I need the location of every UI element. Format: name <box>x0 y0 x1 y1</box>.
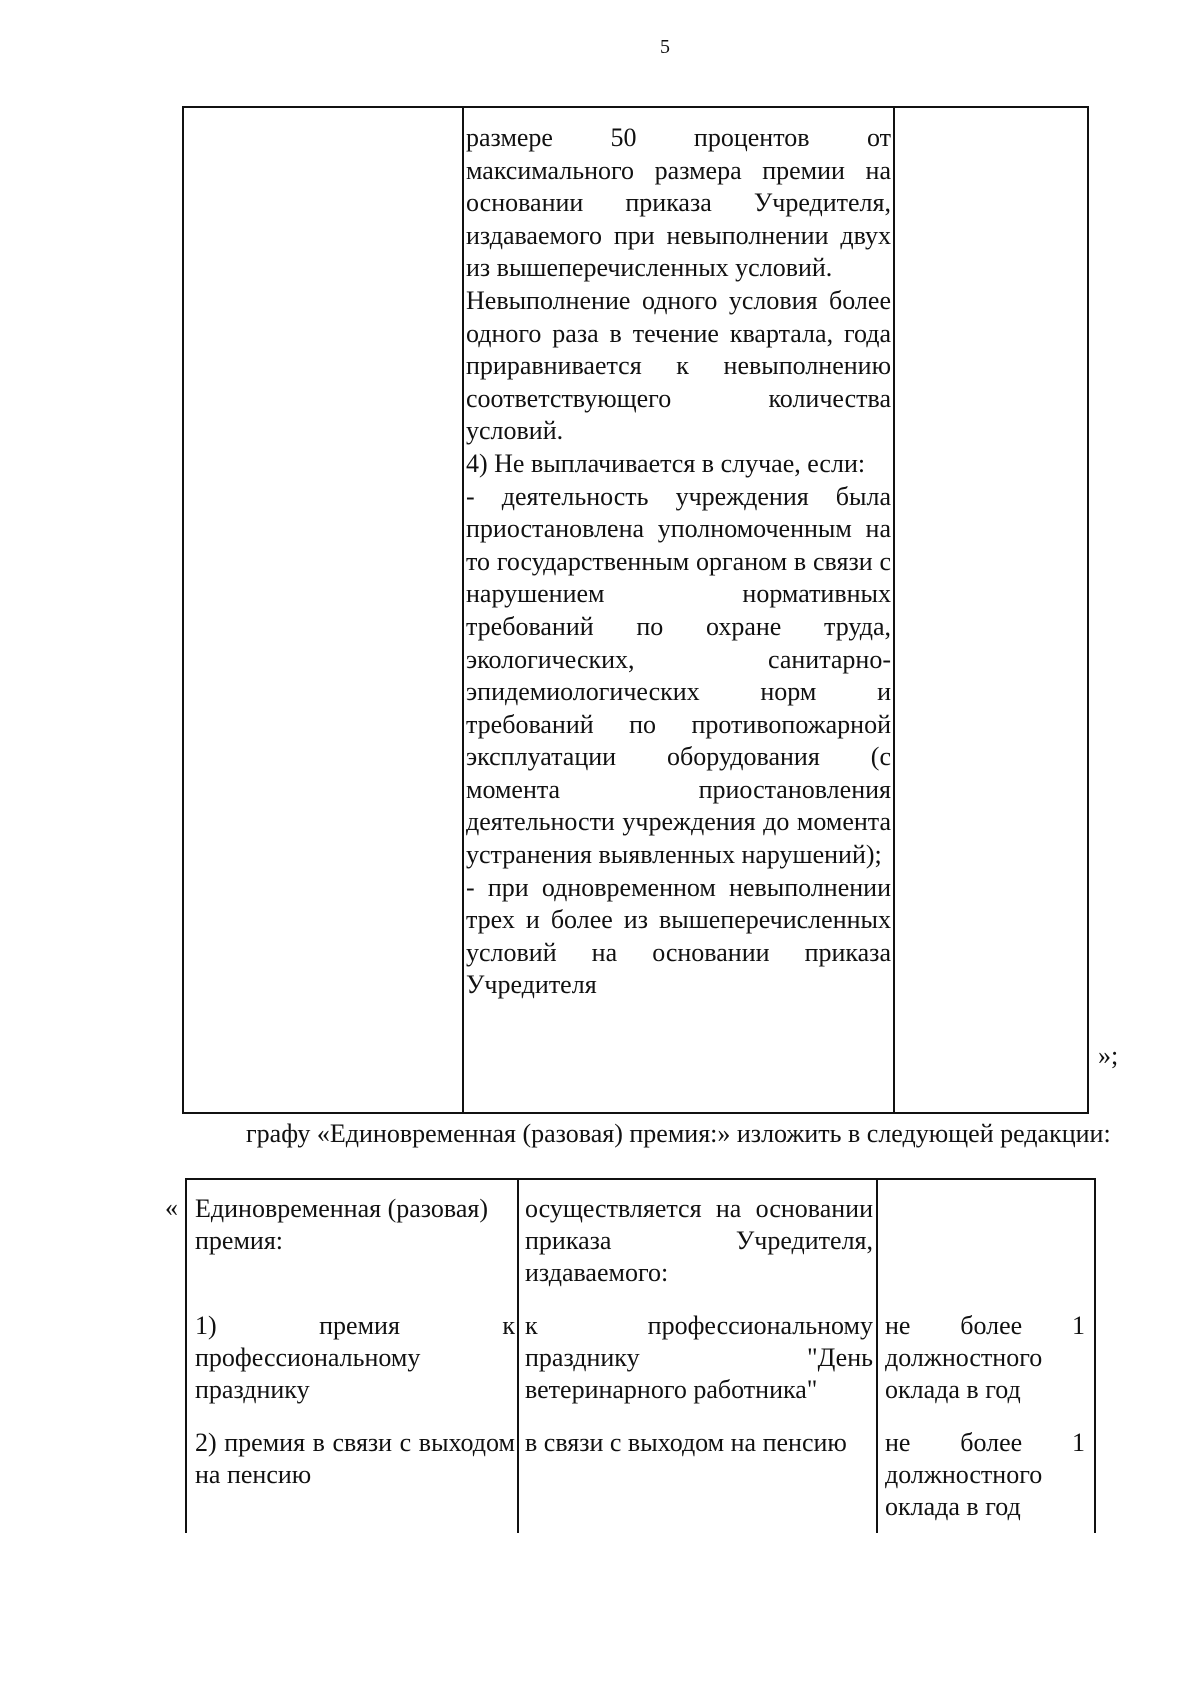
table-column-divider <box>462 108 464 1112</box>
conditions-paragraph: 4) Не выплачивается в случае, если: <box>466 448 866 478</box>
conditions-paragraph: размере 50 процентов от максимального размера премии на основании приказа Учредителя, издаваемого при невыполнении двух из вышеперечисленных условий. <box>466 123 891 283</box>
amendment-instruction: графу «Единовременная (разовая) премия:» изложить в следующей редакции: <box>246 1119 1111 1148</box>
table-column-divider <box>893 108 895 1112</box>
opening-quote-mark: « <box>165 1193 178 1222</box>
table-row-2-type: 2) премия в связи с выходом на пенсию <box>195 1428 515 1489</box>
table-row-1-type: 1) премия к профессиональному празднику <box>195 1311 515 1404</box>
closing-quote-mark: »; <box>1098 1041 1119 1070</box>
table-row-1-amount: не более 1 должностного оклада в год <box>885 1311 1085 1404</box>
table-row-2-amount: не более 1 должностного оклада в год <box>885 1428 1085 1521</box>
table-column-divider <box>517 1180 519 1533</box>
conditions-paragraph: - при одновременном невыполнении трех и более из вышеперечисленных условий на основании приказа Учредителя <box>466 872 891 1000</box>
conditions-paragraph: - деятельность учреждения была приостановлена уполномоченным на то государственным органом в связи с нарушением нормативных требований по охране труда, экологических, санитарно-эпидемиологических норм и требований по противопожарной эксплуатации оборудования (с момента приостановления деятельности учреждения до момента устранения выявленных нарушений); <box>466 481 891 870</box>
bonus-basis-header: осуществляется на основании приказа Учредителя, издаваемого: <box>525 1194 873 1287</box>
page-number: 5 <box>660 36 670 58</box>
table-row-1-basis: к профессиональному празднику "День ветеринарного работника" <box>525 1311 873 1404</box>
conditions-paragraph: Невыполнение одного условия более одного раза в течение квартала, года приравнивается к невыполнению соответствующего количества условий. <box>466 285 891 446</box>
table-row-2-basis: в связи с выходом на пенсию <box>525 1428 847 1457</box>
bonus-type-header: Единовременная (разовая) премия: <box>195 1194 488 1255</box>
table-column-divider <box>876 1180 878 1533</box>
bonus-conditions-cell <box>466 122 891 1002</box>
